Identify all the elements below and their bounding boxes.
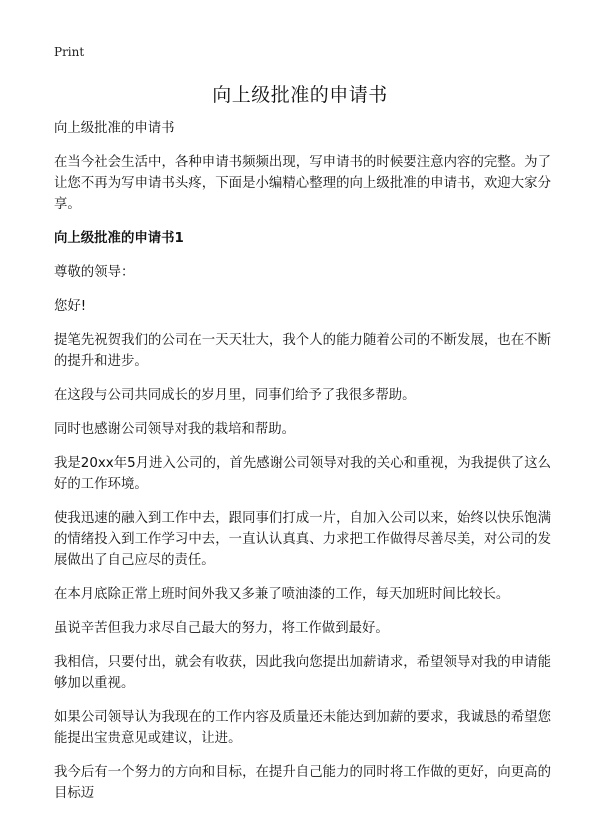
print-link[interactable]: Print <box>54 45 85 59</box>
letter-paragraph: 我相信，只要付出，就会有收获，因此我向您提出加薪请求，希望领导对我的申请能够加以重视。 <box>54 655 551 691</box>
letter-paragraph: 虽说辛苦但我力求尽自己最大的努力，将工作做到最好。 <box>54 621 389 636</box>
letter-paragraph: 在这段与公司共同成长的岁月里，同事们给予了我很多帮助。 <box>54 388 416 403</box>
letter-paragraph: 在本月底除正常上班时间外我又多兼了喷油漆的工作，每天加班时间比较长。 <box>54 587 510 602</box>
letter-paragraph: 使我迅速的融入到工作中去，跟同事们打成一片，自加入公司以来，始终以快乐饱满的情绪投入到工作学习中去，一直认认真真、力求把工作做得尽善尽美，对公司的发展做出了自己应尽的责任。 <box>54 511 551 568</box>
intro-paragraph: 在当今社会生活中，各种申请书频频出现，写申请书的时候要注意内容的完整。为了让您不再为写申请书头疼，下面是小编精心整理的向上级批准的申请书，欢迎大家分享。 <box>54 155 551 212</box>
intro-subtitle: 向上级批准的申请书 <box>54 121 175 136</box>
letter-paragraph: 如果公司领导认为我现在的工作内容及质量还未能达到加薪的要求，我诚恳的希望您能提出宝贵意见或建议，让进。 <box>54 710 551 746</box>
letter-paragraph: 我今后有一个努力的方向和目标，在提升自己能力的同时将工作做的更好，向更高的目标迈 <box>54 765 551 801</box>
letter-paragraph: 同时也感谢公司领导对我的栽培和帮助。 <box>54 422 296 437</box>
document-title: 向上级批准的申请书 <box>212 84 388 106</box>
document-body <box>54 118 551 817</box>
letter-paragraph: 提笔先祝贺我们的公司在一天天壮大，我个人的能力随着公司的不断发展，也在不断的提升和进步。 <box>54 333 551 369</box>
letter-greeting: 您好! <box>54 299 87 314</box>
letter-salutation: 尊敬的领导： <box>54 265 135 280</box>
section-heading: 向上级批准的申请书1 <box>54 231 184 246</box>
letter-paragraph: 我是20xx年5月进入公司的，首先感谢公司领导对我的关心和重视，为我提供了这么好的工作环境。 <box>54 456 551 492</box>
